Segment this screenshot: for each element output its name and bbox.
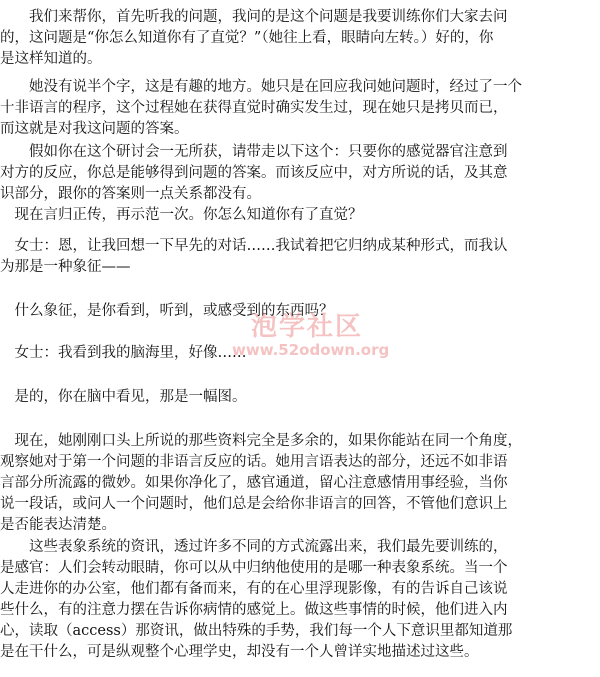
paragraph-8 <box>0 431 522 536</box>
paragraph-7 <box>0 387 247 408</box>
watermark-url: www.52odown.org <box>232 341 390 359</box>
text-line: 她没有说半个字，这是有趣的地方。她只是在回应我问她问题时，经过了一个 <box>0 79 522 95</box>
paragraph-5 <box>0 301 334 322</box>
text-line: 女士：我看到我的脑海里，好像…… <box>0 345 247 361</box>
text-line: 说一段话，或问人一个问题时，他们总是会给你非语言的回答，不管他们意识上 <box>0 496 508 512</box>
text-line: 十非语言的程序，这个过程她在获得直觉时确实发生过，现在她只是拷贝而已， <box>0 100 508 116</box>
text-line: 观察她对于第一个问题的非语言反应的话。她用言语表达的部分，还远不如非语 <box>0 454 508 470</box>
text-line: 些什么，有的注意力摆在告诉你病情的感觉上。做这些事情的时候，他们进入内 <box>0 602 508 618</box>
text-line: 是这样知道的。 <box>0 51 102 67</box>
paragraph-3 <box>0 142 508 226</box>
text-line: 这些表象系统的资讯，透过许多不同的方式流露出来，我们最先要训练的， <box>0 539 508 555</box>
text-line: 是在干什么，可是纵观整个心理学史，却没有一个人曾详实地描述过这些。 <box>0 644 479 660</box>
text-line: 人走进你的办公室，他们都有备而来，有的在心里浮现影像，有的告诉自己该说 <box>0 581 508 597</box>
paragraph-2 <box>0 77 522 140</box>
watermark-title: 泡学社区 <box>250 312 363 342</box>
text-line: 的，这问题是“你怎么知道你有了直觉？”（她往上看，眼睛向左转。）好的，你 <box>0 30 494 46</box>
text-line: 现在言归正传，再示范一次。你怎么知道你有了直觉？ <box>0 207 363 223</box>
text-line: 对方的反应，你总是能够得到问题的答案。而该反应中，对方所说的话，及其意 <box>0 165 508 181</box>
text-line: 是的，你在脑中看见，那是一幅图。 <box>0 389 247 405</box>
paragraph-4 <box>0 236 508 278</box>
text-line: 言部分所流露的微妙。如果你净化了，感官通道，留心注意感情用事经验，当你 <box>0 475 508 491</box>
text-line: 现在，她刚刚口头上所说的那些资料完全是多余的，如果你能站在同一个角度， <box>0 433 522 449</box>
text-line: 女士：恩，让我回想一下早先的对话……我试着把它归纳成某种形式，而我认 <box>0 238 508 254</box>
text-line: 心，读取（access）那资讯，做出特殊的手势，我们每一个人下意识里都知道那 <box>0 623 513 639</box>
paragraph-9 <box>0 537 512 663</box>
text-line: 什么象征，是你看到，听到，或感受到的东西吗？ <box>0 303 334 319</box>
paragraph-1 <box>0 7 508 70</box>
text-line: 识部分，跟你的答案则一点关系都没有。 <box>0 186 261 202</box>
text-line: 是感官：人们会转动眼睛，你可以从中归纳他使用的是哪一种表象系统。当一个 <box>0 560 508 576</box>
text-line: 而这就是对我这问题的答案。 <box>0 121 189 137</box>
text-line: 我们来帮你，首先听我的问题，我问的是这个问题是我要训练你们大家去问 <box>0 9 508 25</box>
paragraph-6 <box>0 343 247 364</box>
text-line: 为那是一种象征—— <box>0 259 131 275</box>
text-line: 是否能表达清楚。 <box>0 517 116 533</box>
text-line: 假如你在这个研讨会一无所获，请带走以下这个：只要你的感觉器官注意到 <box>0 144 508 160</box>
